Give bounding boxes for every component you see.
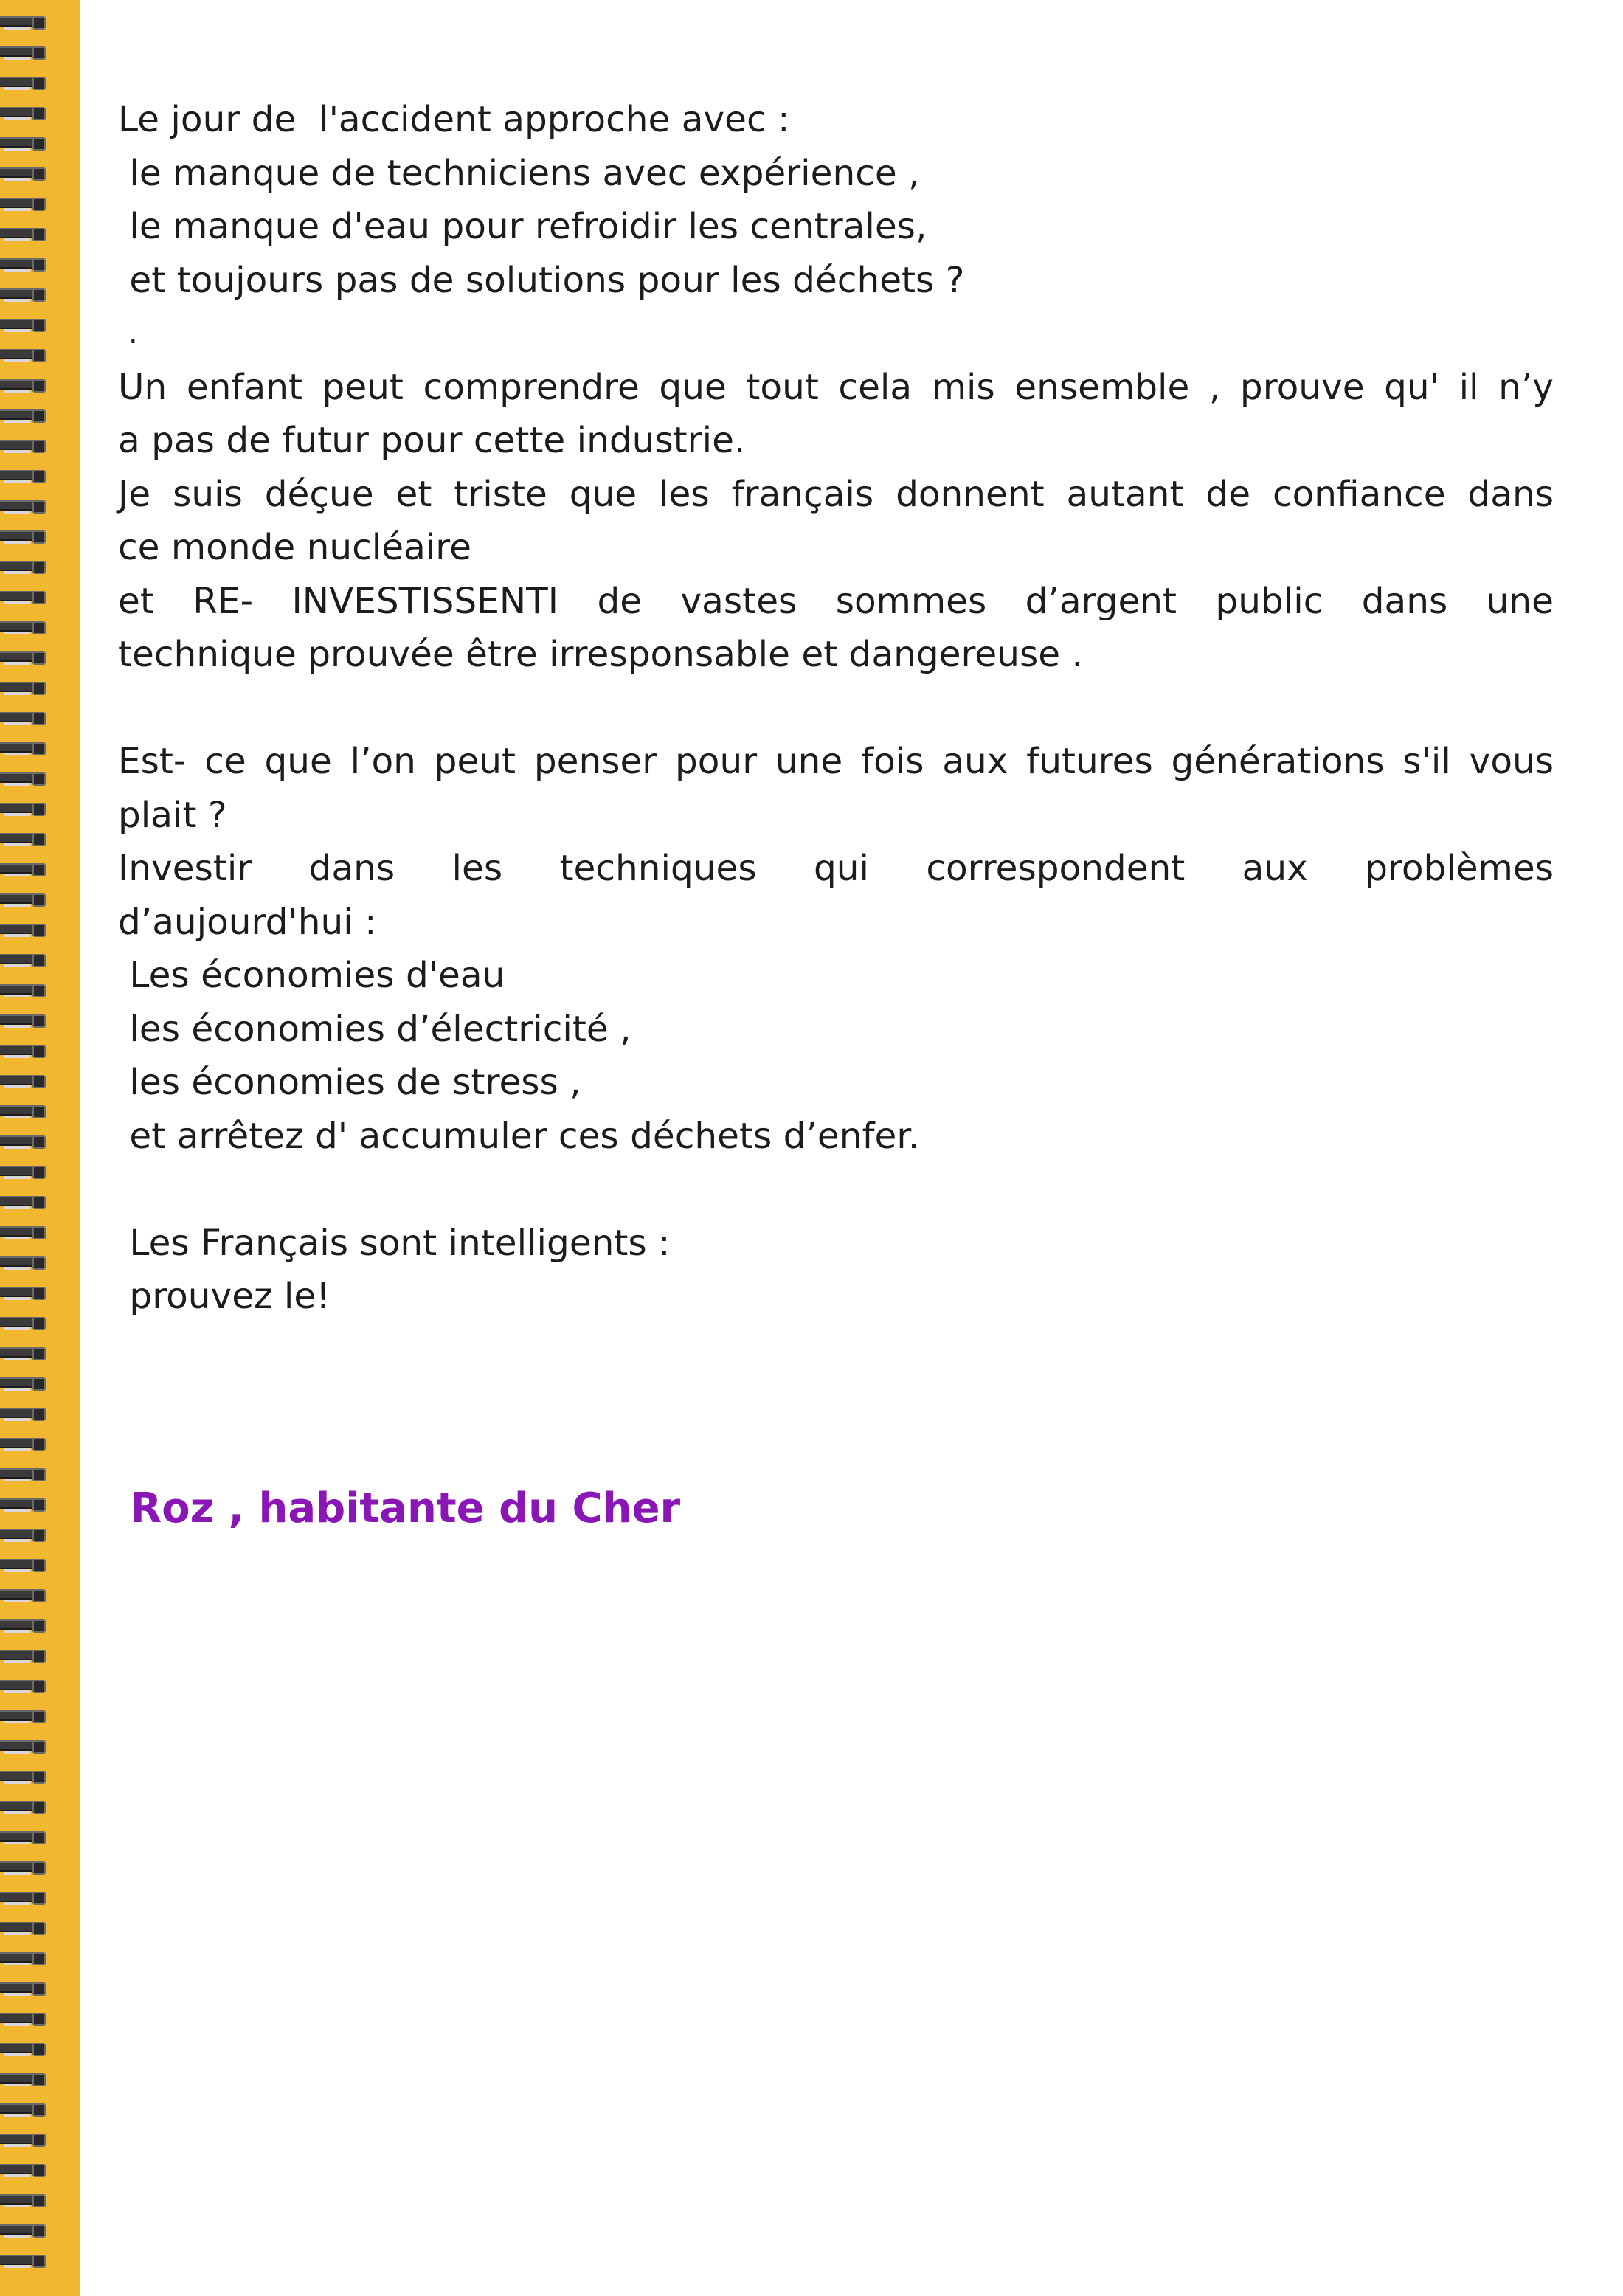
spiral-binding [0, 13, 47, 2286]
spiral-coil [0, 1042, 47, 1059]
signature: Roz , habitante du Cher [130, 1484, 681, 1532]
spiral-coil [0, 1768, 47, 1785]
text-line: ce monde nucléaire [118, 527, 471, 568]
spiral-coil [0, 74, 47, 91]
spiral-coil [0, 1072, 47, 1090]
text-line: prouvez le! [118, 1276, 331, 1317]
spiral-coil [0, 1526, 47, 1543]
spiral-coil [0, 255, 47, 273]
spiral-coil [0, 800, 47, 817]
spiral-coil [0, 1344, 47, 1362]
text-line: Est- ce que l’on peut penser pour une fois aux futures générations s'il vous [118, 741, 1554, 782]
spiral-coil [0, 649, 47, 666]
text-line: le manque de techniciens avec expérience , [118, 152, 920, 194]
text-line: et RE- INVESTISSENTI de vastes sommes d’argent public dans une [118, 580, 1554, 622]
spiral-coil [0, 830, 47, 848]
spiral-coil [0, 1133, 47, 1150]
spiral-coil [0, 2100, 47, 2118]
spiral-coil [0, 2252, 47, 2269]
spiral-coil [0, 1314, 47, 1332]
spiral-coil [0, 1193, 47, 1211]
text-line: technique prouvée être irresponsable et dangereuse . [118, 634, 1083, 675]
list-item: et arrêtez d' accumuler ces déchets d’enfer. [118, 1115, 920, 1157]
list-item: les économies de stress , [118, 1062, 581, 1103]
spiral-coil [0, 1163, 47, 1180]
spiral-coil [0, 407, 47, 424]
spiral-coil [0, 1284, 47, 1301]
spiral-coil [0, 770, 47, 787]
text-line: le manque d'eau pour refroidir les centrales, [118, 206, 927, 247]
spiral-coil [0, 1677, 47, 1695]
spiral-coil [0, 13, 47, 31]
text-line: Je suis déçue et triste que les français donnent autant de confiance dans [118, 473, 1554, 515]
spiral-coil [0, 1435, 47, 1453]
spiral-coil [0, 134, 47, 152]
spiral-coil [0, 1012, 47, 1029]
spiral-coil [0, 1979, 47, 1997]
text-line: Un enfant peut comprendre que tout cela mis ensemble , prouve qu' il n’y [118, 366, 1554, 408]
list-item: les économies d’électricité , [118, 1008, 631, 1050]
spiral-coil [0, 1405, 47, 1422]
spiral-coil [0, 1858, 47, 1876]
spiral-coil [0, 437, 47, 454]
spiral-coil [0, 981, 47, 999]
spiral-coil [0, 2161, 47, 2179]
paragraph-gap [118, 682, 1554, 736]
spiral-coil [0, 1949, 47, 1967]
spiral-coil [0, 195, 47, 212]
spiral-coil [0, 1465, 47, 1483]
text-line: Le jour de l'accident approche avec : [118, 99, 790, 140]
spiral-coil [0, 891, 47, 908]
spiral-coil [0, 286, 47, 303]
spiral-coil [0, 316, 47, 333]
spiral-coil [0, 1707, 47, 1725]
spiral-coil [0, 1556, 47, 1574]
text-line: plait ? [118, 794, 227, 836]
spiral-coil [0, 44, 47, 61]
letter-body [118, 93, 1554, 1324]
spiral-coil [0, 1798, 47, 1816]
paragraph-gap [118, 1163, 1554, 1217]
spiral-coil [0, 2191, 47, 2209]
spiral-coil [0, 618, 47, 636]
spiral-coil [0, 104, 47, 122]
spiral-coil [0, 679, 47, 696]
spiral-coil [0, 951, 47, 969]
spiral-coil [0, 165, 47, 182]
spiral-coil [0, 1223, 47, 1241]
spiral-coil [0, 1889, 47, 1906]
spiral-coil [0, 709, 47, 727]
spiral-coil [0, 346, 47, 364]
spiral-coil [0, 1616, 47, 1634]
spiral-coil [0, 2040, 47, 2058]
text-line: Investir dans les techniques qui correspondent aux problèmes [118, 848, 1554, 889]
spiral-coil [0, 2131, 47, 2148]
spiral-coil [0, 225, 47, 243]
spiral-coil [0, 1495, 47, 1513]
spiral-coil [0, 921, 47, 938]
spiral-coil [0, 1647, 47, 1664]
spiral-coil [0, 558, 47, 575]
text-line: d’aujourd'hui : [118, 901, 377, 943]
dot-line: . [128, 317, 138, 350]
text-line: a pas de futur pour cette industrie. [118, 420, 746, 461]
spiral-coil [0, 1586, 47, 1604]
spiral-coil [0, 739, 47, 757]
spiral-coil [0, 467, 47, 485]
spiral-coil [0, 1828, 47, 1846]
notebook-spine [0, 0, 80, 2296]
text-line: et toujours pas de solutions pour les déchets ? [118, 259, 965, 301]
spiral-coil [0, 1737, 47, 1755]
spiral-coil [0, 2221, 47, 2239]
spiral-coil [0, 588, 47, 606]
spiral-coil [0, 1919, 47, 1937]
spiral-coil [0, 2070, 47, 2088]
spiral-coil [0, 1254, 47, 1271]
text-line: Les Français sont intelligents : [118, 1222, 671, 1264]
spiral-coil [0, 1102, 47, 1120]
spiral-coil [0, 860, 47, 878]
spiral-coil [0, 528, 47, 545]
spiral-coil [0, 1375, 47, 1392]
spiral-coil [0, 376, 47, 394]
spiral-coil [0, 497, 47, 515]
spiral-coil [0, 2010, 47, 2027]
list-item: Les économies d'eau [118, 955, 505, 996]
